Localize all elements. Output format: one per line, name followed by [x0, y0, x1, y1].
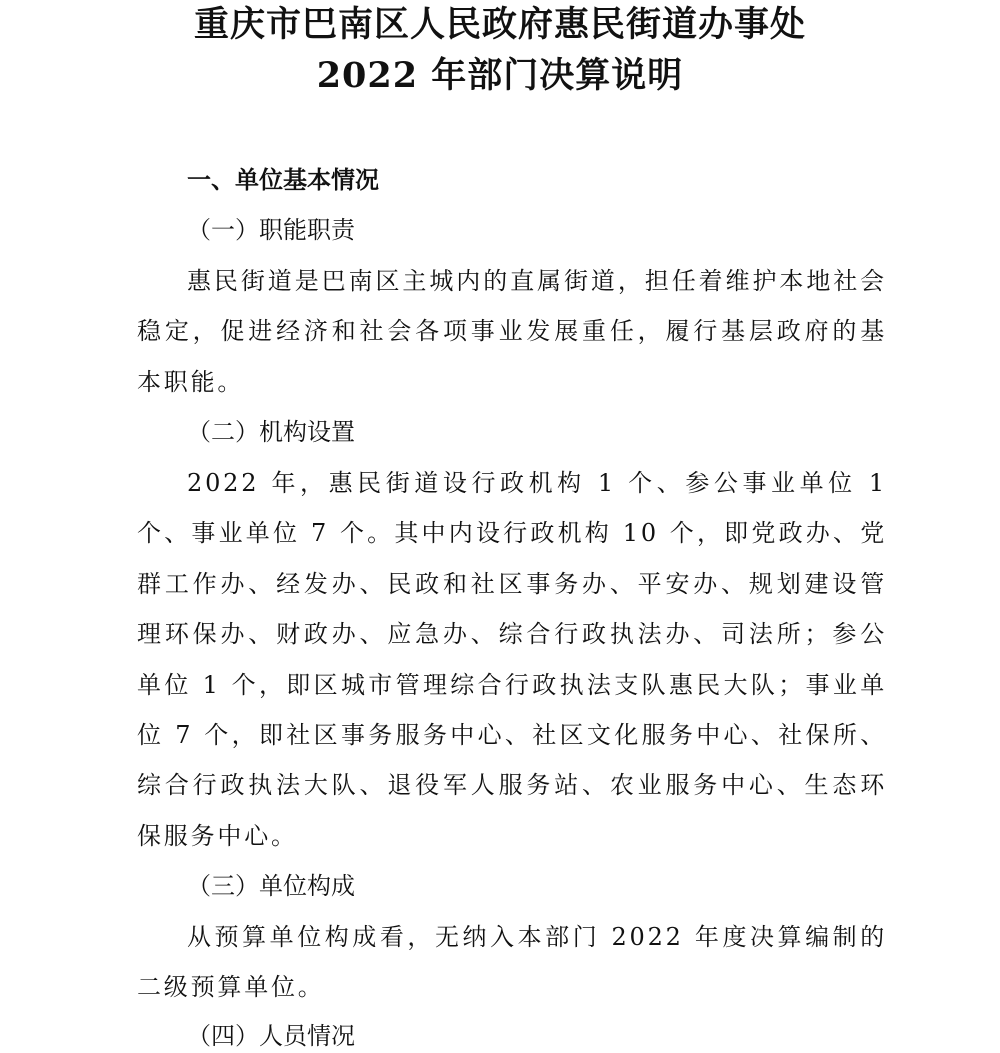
subheading-unit-composition: （三）单位构成 [187, 872, 355, 900]
document-title-line-1: 重庆市巴南区人民政府惠民街道办事处 [193, 4, 806, 45]
subheading-functions: （一）职能职责 [187, 216, 355, 244]
paragraph-functions: 惠民街道是巴南区主城内的直属街道，担任着维护本地社会稳定，促进经济和社会各项事业发展重任，履行基层政府的基本职能。 [137, 267, 887, 396]
paragraph-organization: 2022 年，惠民街道设行政机构 1 个、参公事业单位 1 个、事业单位 7 个。其中内设行政机构 10 个，即党政办、党群工作办、经发办、民政和社区事务办、平安办、规划建设管理环保办、财政办、应急办、综合行政执法办、司法所；参公单位 1 个，即区城市管理综合行政执法支队惠民大队；事业单位 7 个，即社区事务服务中心、社区文化服务中心、社保所、综合行政执法大队、退役军人服务站、农业服务中心、生态环保服务中心。 [137, 469, 887, 850]
document-title-line-2: 2022 年部门决算说明 [316, 55, 684, 96]
subheading-organization: （二）机构设置 [187, 418, 355, 446]
paragraph-unit-composition: 从预算单位构成看，无纳入本部门 2022 年度决算编制的二级预算单位。 [137, 923, 887, 1002]
subheading-staff: （四）人员情况 [187, 1022, 355, 1050]
section-heading-basic-info: 一、单位基本情况 [187, 165, 379, 194]
